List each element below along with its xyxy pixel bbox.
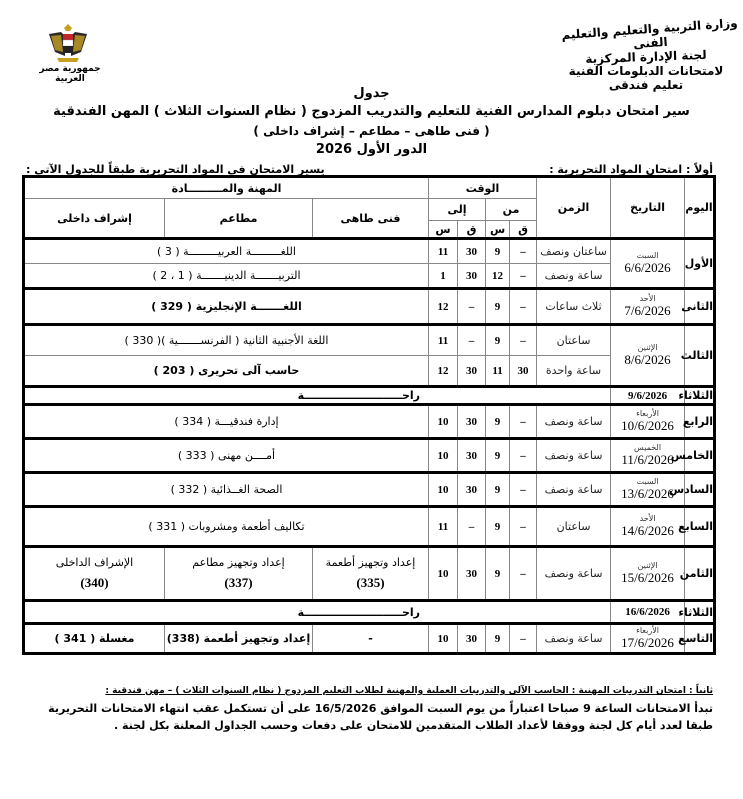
table-row [24,547,715,601]
from-minute: – [510,473,537,507]
to-hour: 11 [429,507,458,547]
date-cell: الأربعاء 10/6/2026 [611,405,685,439]
duration-cell: ساعتان ونصف [537,239,611,264]
duration-cell: ساعة ونصف [537,473,611,507]
date-cell: السبت 13/6/2026 [611,473,685,507]
from-hour: 9 [486,547,510,601]
subject-cell: الصحة الغــذائية ( 332 ) [24,473,429,507]
subject-cell: أمــــن مهنى ( 333 ) [24,439,429,473]
from-minute: – [510,264,537,289]
chef-subject-cell: إعداد وتجهيز أطعمة (335) [313,547,429,601]
ministry-name: وزارة التربية والتعليم والتعليم الفنى [560,15,739,52]
col-day: اليوم [685,177,715,239]
rest-label: راحــــــــــــــــــــــــــة [24,387,611,405]
from-minute: 30 [510,356,537,387]
duration-cell: ساعة ونصف [537,405,611,439]
date-cell: 9/6/2026 [611,387,685,405]
restaurants-subject-cell: إعداد وتجهيز مطاعم (337) [165,547,313,601]
day-cell: الخامس [685,439,715,473]
exams-dept: لامتحانات الدبلومات الفنية [568,64,724,78]
day-cell: السادس [685,473,715,507]
to-minute: – [458,507,486,547]
from-hour: 9 [486,239,510,264]
from-minute: – [510,547,537,601]
section2-label: ثانياً : امتحان التدريبات المهنية : الحاسب الآلى والتدريبات العملية والمهنية لطلاب التعليم المزدوج ( نظام السنوات الثلاث ) – مهن فندقية : [105,686,713,696]
table-row [24,405,715,439]
to-hour: 11 [429,239,458,264]
to-minute: 30 [458,439,486,473]
doc-session: الدور الأول 2026 [315,142,428,157]
to-hour: 10 [429,405,458,439]
duration-cell: ساعتان [537,507,611,547]
col-duration: الزمن [537,177,611,239]
subject-cell: إدارة فندقيـــة ( 334 ) [24,405,429,439]
from-hour: 11 [486,356,510,387]
col-to-hour: س [429,221,458,239]
table-row [24,325,715,356]
subject-cell: حاسب آلى تحريرى ( 203 ) [24,356,429,387]
doc-specializations: ( فنى طاهى – مطاعم – إشراف داخلى ) [253,124,490,138]
table-row [24,507,715,547]
to-hour: 11 [429,325,458,356]
from-hour: 9 [486,507,510,547]
duration-cell: ساعتان [537,325,611,356]
to-minute: 30 [458,473,486,507]
section2-body: تبدأ الامتحانات الساعة 9 صباحا اعتباراً من يوم السبت الموافق 16/5/2026 على أن تستكمل عقب انتهاء الامتحانات التحريرية طبقا لعدد أيام كل لجنة ووفقا لأعداد الطلاب المتقدمين للامتحان على دفعات وحسب الجداول المعلنة بكل لجنة . [48,702,713,732]
chef-subject-cell: - [313,624,429,654]
subject-cell: اللغـــــــة الإنجليزية ( 329 ) [24,289,429,325]
duration-cell: ساعة ونصف [537,547,611,601]
col-date: التاريخ [611,177,685,239]
subject-cell: اللغـــــــــة العربيـــــــــة ( 3 ) [24,239,429,264]
day-cell: الثالث [685,325,715,387]
day-cell: الأول [685,239,715,289]
duration-cell: ثلاث ساعات [537,289,611,325]
date-cell: الأربعاء 17/6/2026 [611,624,685,654]
to-minute: 30 [458,239,486,264]
from-hour: 9 [486,624,510,654]
ministry-header [560,15,739,92]
date-cell: الخميس 11/6/2026 [611,439,685,473]
date-cell: الأحد 14/6/2026 [611,507,685,547]
duration-cell: ساعة ونصف [537,264,611,289]
committee-name: لجنة الإدارة المركزية [585,47,707,67]
to-hour: 10 [429,473,458,507]
col-from-hour: س [486,221,510,239]
subject-cell: تكاليف أطعمة ومشروبات ( 331 ) [24,507,429,547]
doc-subtitle: سير امتحان دبلوم المدارس الفنية للتعليم والتدريب المزدوج ( نظام السنوات الثلاث ) المهن الفندقية [53,104,690,119]
day-cell: الرابع [685,405,715,439]
from-minute: – [510,239,537,264]
col-from: من [486,199,537,221]
table-row [24,239,715,264]
housekeeping-subject-cell: الإشراف الداخلى (340) [24,547,165,601]
date-cell: الإثنين 15/6/2026 [611,547,685,601]
col-chef: فنى طاهى [313,199,429,239]
col-housekeeping: إشراف داخلى [24,199,165,239]
section1-label: أولاً : امتحان المواد التحريرية : [549,163,713,176]
day-cell: الثامن [685,547,715,601]
date-cell: الإثنين 8/6/2026 [611,325,685,387]
from-minute: – [510,507,537,547]
day-cell: التاسع [685,624,715,654]
day-cell: الثلاثاء [685,601,715,624]
table-row [24,289,715,325]
section1-note: يسير الامتحان فى المواد التحريرية طبقاً للجدول الآتى : [26,163,325,176]
table-row [24,439,715,473]
doc-title: جدول [353,86,390,101]
to-hour: 10 [429,439,458,473]
from-hour: 9 [486,439,510,473]
rest-label: راحــــــــــــــــــــــــــة [24,601,611,624]
table-row [24,624,715,654]
to-minute: 30 [458,405,486,439]
date-cell: الأحد 7/6/2026 [611,289,685,325]
from-minute: – [510,405,537,439]
col-from-minute: ق [510,221,537,239]
to-hour: 10 [429,624,458,654]
to-minute: – [458,325,486,356]
to-minute: 30 [458,547,486,601]
from-hour: 9 [486,473,510,507]
from-hour: 12 [486,264,510,289]
exam-schedule-table [22,175,716,655]
table-row [24,473,715,507]
duration-cell: ساعة ونصف [537,439,611,473]
from-minute: – [510,325,537,356]
from-hour: 9 [486,405,510,439]
to-hour: 10 [429,547,458,601]
date-cell: 16/6/2026 [611,601,685,624]
subject-cell: التربيـــــــة الدينيـــــــة ( 1 ، 2 ) [24,264,429,289]
to-minute: 30 [458,624,486,654]
restaurants-subject-cell: إعداد وتجهيز أطعمة (338) [165,624,313,654]
col-to: إلى [429,199,486,221]
sector-name: تعليم فندقى [608,78,684,92]
day-cell: السابع [685,507,715,547]
subject-cell: اللغة الأجنبية الثانية ( الفرنســـــــية )( 330 ) [24,325,429,356]
housekeeping-subject-cell: مغسلة ( 341 ) [24,624,165,654]
to-minute: – [458,289,486,325]
from-hour: 9 [486,325,510,356]
header-row-1 [24,177,715,199]
to-hour: 12 [429,356,458,387]
col-restaurants: مطاعم [165,199,313,239]
day-cell: الثانى [685,289,715,325]
duration-cell: ساعة واحدة [537,356,611,387]
date-cell: السبت 6/6/2026 [611,239,685,289]
to-hour: 1 [429,264,458,289]
from-hour: 9 [486,289,510,325]
from-minute: – [510,439,537,473]
from-minute: – [510,289,537,325]
from-minute: – [510,624,537,654]
col-subject-group: المهنة والمـــــــــادة [24,177,429,199]
to-hour: 12 [429,289,458,325]
to-minute: 30 [458,264,486,289]
duration-cell: ساعة ونصف [537,624,611,654]
day-cell: الثلاثاء [685,387,715,405]
emblem-caption: جمهورية مصر العربية [39,64,101,84]
rest-row [24,387,715,405]
col-to-minute: ق [458,221,486,239]
rest-row [24,601,715,624]
to-minute: 30 [458,356,486,387]
col-time: الوقت [429,177,537,199]
